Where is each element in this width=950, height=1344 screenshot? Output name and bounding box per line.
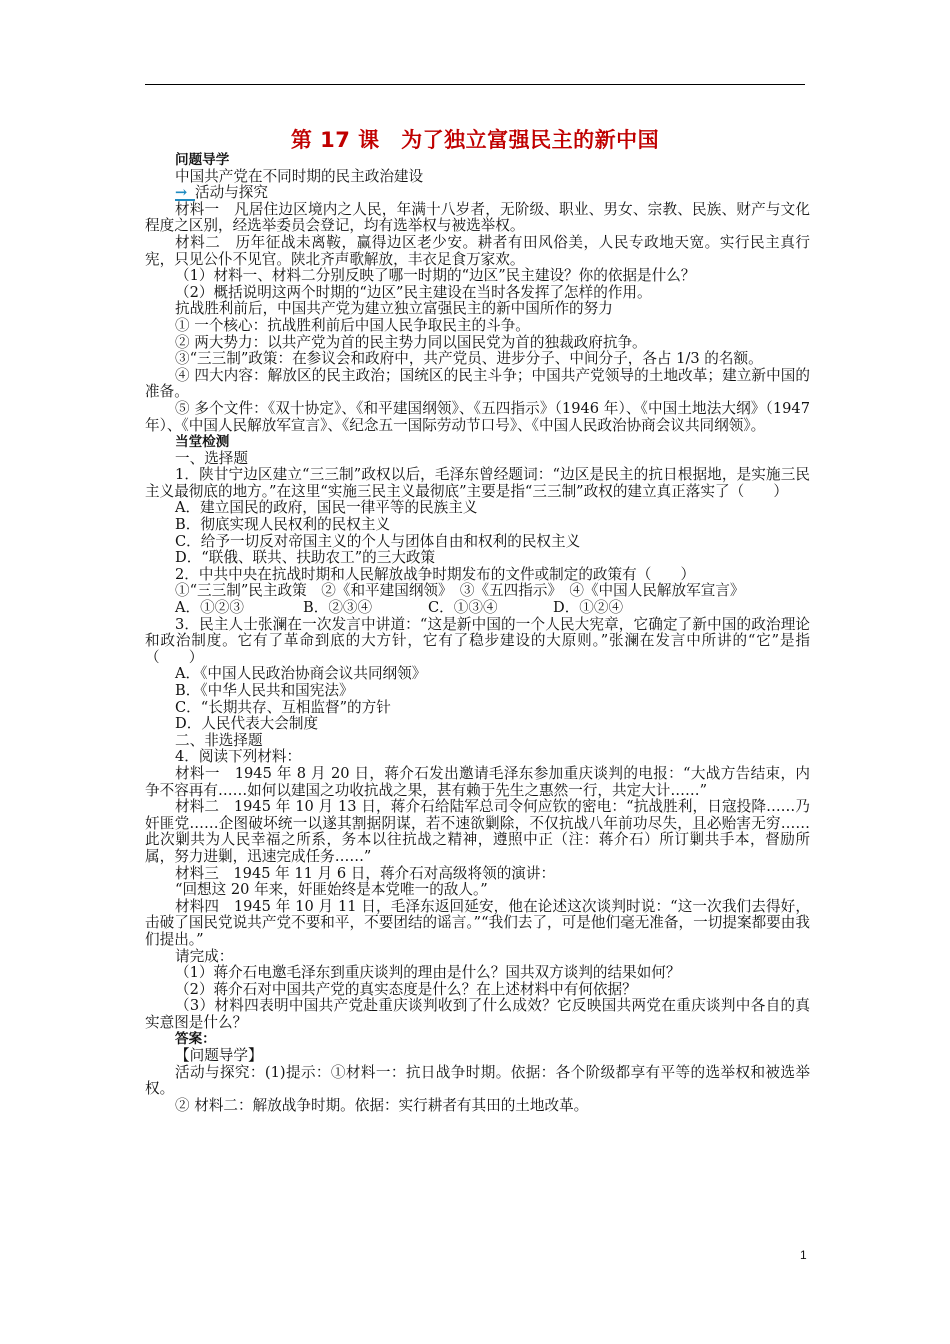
knowledge-intro: 抗战胜利前后，中国共产党为建立独立富强民主的新中国所作的努力	[175, 300, 613, 318]
activity-label: 活动与探究	[195, 184, 268, 202]
mcq-3-option-c: C．“长期共存、互相监督”的方针	[175, 698, 391, 716]
document-body	[145, 152, 810, 1114]
material-2: 材料二 历年征战未离鞍，赢得边区老少安。耕者有田风俗美，人民专政地天宽。实行民主真行宪，只见公仆不见官。陕北齐声歌解放，丰衣足食万家欢。	[145, 233, 810, 268]
part-open-heading: 二、非选择题	[175, 731, 263, 749]
q4-material-3: 材料三 1945 年 11 月 6 日，蒋介石对高级将领的演讲：	[175, 864, 556, 882]
answers-subheading: 【问题导学】	[175, 1047, 263, 1065]
open-question-4: 4．阅读下列材料：	[175, 748, 302, 766]
page-title: 第 17 课 为了独立富强民主的新中国	[290, 128, 660, 152]
answers-heading: 答案：	[175, 1031, 216, 1048]
mcq-1-option-d: D．“联俄、联共、扶助农工”的三大政策	[175, 549, 436, 567]
q4-prompt: 请完成：	[175, 947, 234, 965]
q4-subquestion-3: （3）材料四表明中国共产党赴重庆谈判收到了什么成效？它反映国共两党在重庆谈判中各自的真实意图是什么？	[145, 997, 810, 1031]
part-choice-heading: 一、选择题	[175, 449, 248, 467]
mcq-2-option-a: A．①②③	[175, 599, 244, 617]
knowledge-point-5: ⑤ 多个文件：《双十协定》、《和平建国纲领》、《五四指示》（1946 年）、《中国土地法大纲》（1947 年）、《中国人民解放军宣言》、《纪念五一国际劳动节口号》、《中国人民政治协商会议共同纲领》。	[145, 399, 810, 434]
q4-material-1: 材料一 1945 年 8 月 20 日，蒋介石发出邀请毛泽东参加重庆谈判的电报：“大战方告结束，内争不容再有……如何以建国之功收抗战之果，甚有赖于先生之惠然一行，共定大计……”	[145, 764, 810, 799]
mcq-2-option-b: B．②③④	[303, 599, 373, 617]
header-rule	[145, 84, 805, 85]
section-subtitle: 中国共产党在不同时期的民主政治建设	[175, 167, 424, 185]
mcq-2-option-d: D．①②④	[553, 599, 624, 617]
q4-subquestion-1: （1）蒋介石电邀毛泽东到重庆谈判的理由是什么？国共双方谈判的结果如何？	[175, 964, 681, 982]
mcq-2: 2．中共中央在抗战时期和人民解放战争时期发布的文件或制定的政策有（ ）	[175, 565, 696, 583]
activity-heading	[145, 185, 810, 202]
arrow-right-icon: →	[175, 187, 195, 201]
q4-material-3-quote: “回想这 20 年来，奸匪始终是本党唯一的敌人。”	[175, 881, 488, 899]
q4-subquestion-2: （2）蒋介石对中国共产党的真实态度是什么？在上述材料中有何依据？	[175, 980, 637, 998]
q4-material-2: 材料二 1945 年 10 月 13 日，蒋介石给陆军总司令何应钦的密电：“抗战胜利，日寇投降……乃奸匪党……企图破坏统一以遂其割据阴谋，若不速欲剿除，不仅抗战八年前功尽失，且必贻害无穷……此次剿共为人民幸福之所系，务本以往抗战之精神，遵照中正（注：蒋介石）所订剿共手本，督励所属，努力进剿，迅速完成任务……”	[145, 798, 810, 865]
answer-2: ② 材料二：解放战争时期。依据：实行耕者有其田的土地改革。	[175, 1096, 589, 1114]
mcq-1: 1．陕甘宁边区建立“三三制”政权以后，毛泽东曾经题词：“边区是民主的抗日根据地，是实施三民主义最彻底的地方。”在这里“实施三民主义最彻底”主要是指“三三制”政权的建立真正落实了（ ）	[145, 466, 810, 500]
section-heading-guide: 问题导学	[175, 152, 230, 168]
mcq-2-option-c: C．①③④	[428, 599, 498, 617]
mcq-3-option-d: D．人民代表大会制度	[175, 715, 319, 733]
q4-material-4: 材料四 1945 年 10 月 11 日，毛泽东返回延安，他在论述这次谈判时说：“这一次我们去得好，击破了国民党说共产党不要和平，不要团结的谣言。”“我们去了，可是他们毫无准备，一切提案都要由我们提出。”	[145, 897, 810, 948]
knowledge-point-2: ② 两大势力：以共产党为首的民主势力同以国民党为首的独裁政府抗争。	[175, 333, 647, 351]
question-1: （1）材料一、材料二分别反映了哪一时期的“边区”民主建设？你的依据是什么？	[175, 267, 696, 285]
question-2: （2）概括说明这两个时期的“边区”民主建设在当时各发挥了怎样的作用。	[175, 283, 652, 301]
mcq-3-option-b: B．《中华人民共和国宪法》	[175, 682, 354, 699]
mcq-2-options	[145, 600, 810, 617]
mcq-1-option-a: A．建立国民的政府，国民一律平等的民族主义	[175, 499, 478, 517]
knowledge-point-4: ④ 四大内容：解放区的民主政治；国统区的民主斗争；中国共产党领导的土地改革；建立新中国的准备。	[145, 366, 810, 401]
material-1: 材料一 凡居住边区境内之人民，年满十八岁者，无阶级、职业、男女、宗教、民族、财产与文化程度之区别，经选举委员会登记，均有选举权与被选举权。	[145, 200, 810, 235]
mcq-3-option-a: A．《中国人民政治协商会议共同纲领》	[175, 665, 427, 683]
mcq-1-option-b: B．彻底实现人民权利的民权主义	[175, 516, 391, 534]
mcq-3: 3．民主人士张澜在一次发言中讲道：“这是新中国的一个人民大宪章，它确定了新中国的政治理论和政治制度。它有了革命到底的大方针，它有了稳步建设的大原则。”张澜在发言中所讲的“它”是指（ ）	[145, 615, 810, 666]
knowledge-point-3: ③“三三制”政策：在参议会和政府中，共产党员、进步分子、中间分子，各占 1/3 的名额。	[175, 350, 763, 368]
section-heading-test: 当堂检测	[175, 434, 230, 451]
mcq-2-statements: ①“三三制”民主政策 ②《和平建国纲领》 ③《五四指示》 ④《中国人民解放军宣言》	[175, 582, 745, 600]
knowledge-point-1: ① 一个核心：抗战胜利前后中国人民争取民主的斗争。	[175, 316, 530, 334]
mcq-1-option-c: C．给予一切反对帝国主义的个人与团体自由和权利的民权主义	[175, 532, 581, 550]
answer-1: 活动与探究：(1)提示：①材料一：抗日战争时期。依据：各个阶级都享有平等的选举权和被选举权。	[145, 1063, 810, 1098]
page-number: 1	[800, 1248, 807, 1262]
